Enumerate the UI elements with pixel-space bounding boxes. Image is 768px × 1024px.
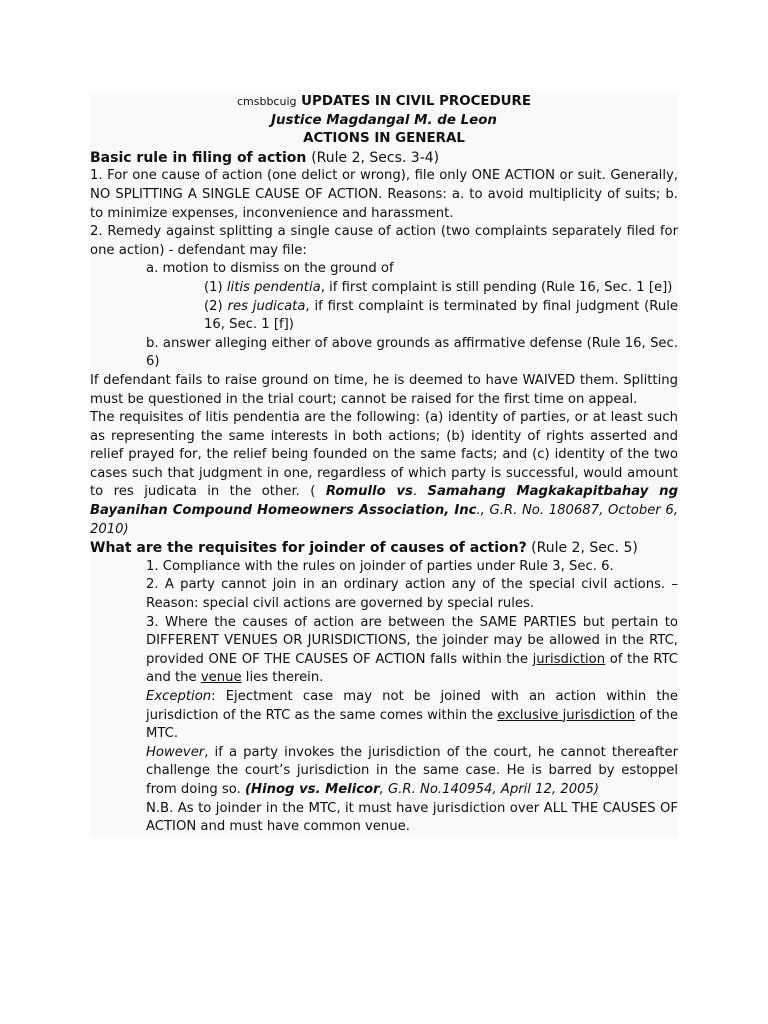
- underline-jurisdiction: jurisdiction: [532, 651, 606, 667]
- paragraph-one-action: 1. For one cause of action (one delict or wrong), file only ONE ACTION or suit. Generally, NO SPLITTING A SINGLE CAUSE OF ACTION. Reasons: a. to avoid multiplicity of suits; b. to minimize expenses, inconvenience and harassment.: [90, 168, 678, 221]
- exception-label: Exception: [146, 689, 212, 704]
- exception-paragraph: [90, 688, 678, 744]
- paragraph-remedy: 2. Remedy against splitting a single cause of action (two complaints separately filed for one action) - defendant may file:: [90, 224, 678, 258]
- item-res-judicata: [90, 298, 678, 335]
- underline-exclusive-jurisdiction: exclusive jurisdiction: [497, 707, 636, 723]
- underline-venue: venue: [200, 670, 242, 686]
- case-samahang: Samahang Magkakapitbahay ng Bayanihan Compound Homeowners Association, Inc: [90, 484, 679, 519]
- case-dot: .: [412, 484, 428, 500]
- item-litis-rest: , if first complaint is still pending (Rule 16, Sec. 1 [e]): [320, 279, 673, 295]
- however-open: (: [245, 781, 252, 797]
- item-res-num: (2): [204, 298, 228, 314]
- requisite-three-a: 3. Where the causes of action are between the SAME PARTIES but pertain to DIFFERENT VENUES OR JURISDICTIONS, the joinder may be allowed in the RTC, provided ONE OF THE CAUSES OF ACTION falls within the: [146, 614, 678, 667]
- exception-text-b: of the MTC.: [146, 707, 678, 742]
- item-motion-to-dismiss: a. motion to dismiss on the ground of: [146, 261, 394, 277]
- author-line: Justice Magdangal M. de Leon: [271, 112, 497, 128]
- hinog-citation: , G.R. No.140954, April 12, 2005): [379, 781, 600, 797]
- however-paragraph: [90, 744, 678, 800]
- heading-basic-rule-ref: (Rule 2, Secs. 3-4): [311, 149, 440, 166]
- item-litis-num: (1): [204, 279, 227, 295]
- item-res-rest: , if first complaint is terminated by final judgment (Rule 16, Sec. 1 [f]): [204, 298, 678, 333]
- case-romullo: Romullo vs: [325, 484, 413, 500]
- heading-basic-rule: [90, 149, 678, 168]
- requisite-three-c: lies therein.: [241, 670, 324, 686]
- document-page: [90, 93, 678, 837]
- title-prefix: cmsbbcuig: [236, 95, 297, 108]
- however-text: , if a party invokes the jurisdiction of the court, he cannot thereafter challenge the court’s jurisdiction in the same case. He is barred by estoppel from doing so.: [146, 744, 678, 797]
- section-title: ACTIONS IN GENERAL: [303, 131, 465, 147]
- case-hinog: Hinog vs. Melicor: [251, 781, 380, 797]
- document-title: [90, 93, 678, 112]
- requisites-text: The requisites of litis pendentia are the following: (a) identity of parties, or at least such as representing the same interests in both actions; (b) identity of rights asserted and relief prayed for, the relief being founded on the same facts; and (c) identity of the two cases such that judgment in one, regardless of which party is successful, would amount to res judicata in the other. (: [90, 410, 678, 500]
- heading-joinder-text: What are the requisites for joinder of causes of action?: [90, 540, 527, 557]
- requisite-three-b: of the RTC and the: [146, 651, 679, 686]
- paragraph-waiver: If defendant fails to raise ground on time, he is deemed to have WAIVED them. Splitting must be questioned in the trial court; cannot be raised for the first time on appeal.: [90, 372, 678, 407]
- requisite-three: [90, 614, 678, 688]
- item-litis-pendentia: [90, 279, 678, 298]
- heading-basic-rule-text: Basic rule in filing of action: [90, 149, 307, 166]
- term-res-judicata: res judicata: [227, 298, 306, 314]
- heading-joinder: [90, 539, 678, 558]
- term-litis-pendentia: litis pendentia: [226, 279, 321, 295]
- requisite-one: 1. Compliance with the rules on joinder of parties under Rule 3, Sec. 6.: [146, 558, 614, 574]
- nb-paragraph: N.B. As to joinder in the MTC, it must have jurisdiction over ALL THE CAUSES OF ACTION and must have common venue.: [146, 800, 678, 835]
- heading-joinder-ref: (Rule 2, Sec. 5): [526, 540, 638, 557]
- paragraph-requisites-litis: [90, 409, 678, 539]
- requisite-two: 2. A party cannot join in an ordinary action any of the special civil actions. – Reason: special civil actions are governed by special rules.: [146, 577, 678, 612]
- title-text: UPDATES IN CIVIL PROCEDURE: [301, 94, 532, 109]
- item-answer: b. answer alleging either of above grounds as affirmative defense (Rule 16, Sec. 6): [146, 335, 678, 370]
- however-label: However: [146, 744, 205, 760]
- case-citation: ., G.R. No. 180687, October 6, 2010): [90, 503, 678, 537]
- exception-text-a: : Ejectment case may not be joined with an action within the jurisdiction of the RTC as the same comes within the: [146, 689, 678, 723]
